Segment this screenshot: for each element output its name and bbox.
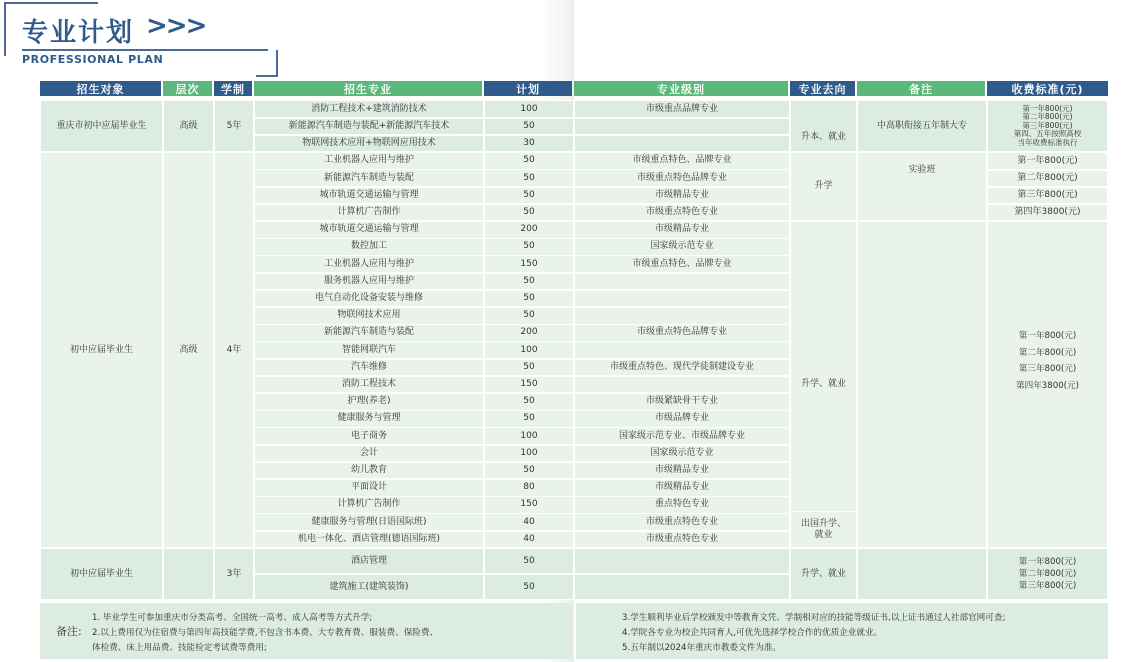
- fee-line: 第四年3800(元): [1016, 380, 1079, 391]
- group3-level: [163, 548, 214, 600]
- subgroupB-direction-intl: 出国升学、就业: [790, 511, 857, 548]
- table-row-major: 城市轨道交通运输与管理: [254, 221, 484, 239]
- table-row-plan: 100: [484, 427, 574, 445]
- table-row-major: 计算机广告制作: [254, 204, 484, 222]
- table-row-rank: 市级重点特色品牌专业: [574, 324, 790, 342]
- table-row-major: 消防工程技术: [254, 376, 484, 394]
- table-row-rank: 市级重点特色专业: [574, 204, 790, 222]
- table-row-major: 幼儿教育: [254, 462, 484, 480]
- subgroupB-direction: 升学、就业: [790, 221, 857, 518]
- notes-section: [40, 603, 1108, 659]
- table-row-rank: [574, 548, 790, 574]
- table-row-plan: 100: [484, 445, 574, 463]
- group1-duration: 5年: [214, 100, 254, 152]
- table-row-rank: 市级重点特色品牌专业: [574, 169, 790, 187]
- table-row-major: 物联网技术应用: [254, 307, 484, 325]
- table-row-major: 护理(养老): [254, 393, 484, 411]
- table-row-major: 智能网联汽车: [254, 341, 484, 359]
- table-row-plan: 200: [484, 221, 574, 239]
- table-row-plan: 50: [484, 290, 574, 308]
- table-row-rank: 国家级示范专业、市级品牌专业: [574, 427, 790, 445]
- header-rank: 专业级别: [574, 81, 788, 96]
- header-target: 招生对象: [40, 81, 161, 96]
- group3-fees: [987, 548, 1108, 600]
- fee-line: 第三年800(元): [1018, 581, 1077, 591]
- header-fee: 收费标准(元): [987, 81, 1108, 96]
- fee-line: 第三年800(元): [1018, 364, 1077, 374]
- table-row-rank: 市级重点特色、现代学徒制建设专业: [574, 359, 790, 377]
- note-line: 体检费、床上用品费、技能检定考试费等费用;: [92, 643, 267, 653]
- table-row-plan: 50: [484, 204, 574, 222]
- group3-remark: [857, 548, 987, 600]
- table-row-plan: 50: [484, 548, 574, 574]
- table-row-plan: 40: [484, 513, 574, 531]
- table-row-rank: [574, 376, 790, 394]
- table-row-rank: 市级紧缺骨干专业: [574, 393, 790, 411]
- table-row-plan: 150: [484, 255, 574, 273]
- table-row-rank: 市级重点特色、品牌专业: [574, 255, 790, 273]
- table-row-rank: [574, 118, 790, 135]
- group2-target: 初中应届毕业生: [40, 152, 163, 548]
- note-line: 1. 毕业学生可参加重庆市分类高考、全国统一高考、成人高考等方式升学;: [92, 613, 373, 623]
- note-line: 5.五年制以2024年重庆市教委文件为准。: [622, 643, 781, 653]
- group3-target: 初中应届毕业生: [40, 548, 163, 600]
- table-row-major: 汽车维修: [254, 359, 484, 377]
- table-row-rank: [574, 135, 790, 152]
- fee-line: 第四年3800(元): [987, 204, 1108, 221]
- table-row-plan: 50: [484, 393, 574, 411]
- table-row-major: 服务机器人应用与维护: [254, 273, 484, 291]
- table-row-major: 数控加工: [254, 238, 484, 256]
- fee-line: 第二年800(元): [987, 170, 1108, 187]
- header-direction: 专业去向: [790, 81, 855, 96]
- group1-target: 重庆市初中应届毕业生: [40, 100, 163, 152]
- header-major: 招生专业: [254, 81, 482, 96]
- notes-right-panel: [576, 603, 1108, 659]
- fee-line: 第一年800(元): [1018, 557, 1077, 567]
- table-row-major: 新能源汽车制造与装配+新能源汽车技术: [254, 118, 484, 135]
- group1-direction: 升本、就业: [790, 100, 857, 152]
- table-row-major: 新能源汽车制造与装配: [254, 324, 484, 342]
- table-row-plan: 150: [484, 376, 574, 394]
- fee-line: 第一年800(元): [987, 152, 1108, 170]
- table-row-rank: [574, 341, 790, 359]
- table-row-rank: [574, 574, 790, 600]
- header-level: 层次: [163, 81, 212, 96]
- table-row-rank: 国家级示范专业: [574, 238, 790, 256]
- header-duration: 学制: [214, 81, 252, 96]
- fee-line: 当年收费标准执行: [1017, 137, 1078, 147]
- fee-line: 第三年800(元): [987, 187, 1108, 204]
- table-row-major: 电子商务: [254, 427, 484, 445]
- title-divider: [22, 49, 268, 51]
- table-row-plan: 80: [484, 479, 574, 497]
- group2-level: 高级: [163, 152, 214, 548]
- table-row-rank: 市级精品专业: [574, 479, 790, 497]
- group1-remark: 中高职衔接五年制大专: [857, 100, 987, 152]
- table-row-major: 机电一体化、酒店管理(德语国际班): [254, 531, 484, 549]
- title-frame-corner-bottom-right: [256, 50, 278, 77]
- table-row-rank: 市级重点特色、品牌专业: [574, 152, 790, 170]
- table-row-plan: 50: [484, 574, 574, 600]
- table-row-major: 健康服务与管理: [254, 410, 484, 428]
- table-row-rank: 国家级示范专业: [574, 445, 790, 463]
- table-row-major: 电气自动化设备安装与维修: [254, 290, 484, 308]
- group2-duration: 4年: [214, 152, 254, 548]
- fee-line: 第四、五年按照高校: [1013, 129, 1082, 139]
- subgroupA-direction: 升学: [790, 152, 857, 221]
- page-title: 专业计划: [22, 18, 135, 48]
- subgroupB-fees: [987, 221, 1108, 548]
- table-row-rank: 市级精品专业: [574, 462, 790, 480]
- table-row-major: 新能源汽车制造与装配: [254, 169, 484, 187]
- table-row-major: 城市轨道交通运输与管理: [254, 187, 484, 205]
- table-row-plan: 50: [484, 359, 574, 377]
- table-row-rank: [574, 273, 790, 291]
- notes-left-panel: [40, 603, 572, 659]
- table-row-rank: 市级重点品牌专业: [574, 100, 790, 118]
- header-plan: 计划: [484, 81, 572, 96]
- table-row-major: 物联网技术应用+物联网应用技术: [254, 135, 484, 152]
- table-row-plan: 50: [484, 118, 574, 135]
- table-row-rank: 市级精品专业: [574, 221, 790, 239]
- page-subtitle: PROFESSIONAL PLAN: [22, 53, 164, 66]
- table-row-plan: 100: [484, 341, 574, 359]
- table-row-major: 工业机器人应用与维护: [254, 255, 484, 273]
- table-row-plan: 50: [484, 307, 574, 325]
- table-row-major: 工业机器人应用与维护: [254, 152, 484, 170]
- header-remark: 备注: [857, 81, 985, 96]
- table-row-major: 计算机广告制作: [254, 496, 484, 514]
- table-row-major: 建筑施工(建筑装饰): [254, 574, 484, 600]
- table-row-major: 健康服务与管理(日语国际班): [254, 513, 484, 531]
- table-row-plan: 30: [484, 135, 574, 152]
- table-row-plan: 50: [484, 462, 574, 480]
- group1-level: 高级: [163, 100, 214, 152]
- subgroupA-remark: 实验班: [857, 152, 987, 221]
- table-row-major: 会计: [254, 445, 484, 463]
- table-row-plan: 40: [484, 531, 574, 549]
- fee-line: 第一年800(元): [1018, 331, 1077, 341]
- group3-duration: 3年: [214, 548, 254, 600]
- note-line: 4.学院各专业为校企共同育人,可优先选择学校合作的优质企业就业。: [622, 628, 883, 638]
- table-row-plan: 50: [484, 273, 574, 291]
- table-row-plan: 50: [484, 187, 574, 205]
- table-row-rank: 市级重点特色专业: [574, 531, 790, 549]
- table-row-major: 平面设计: [254, 479, 484, 497]
- table-row-plan: 200: [484, 324, 574, 342]
- fee-line: 第二年800(元): [1018, 569, 1077, 579]
- table-row-plan: 50: [484, 152, 574, 170]
- note-line: 3.学生顺利毕业后学校颁发中等教育文凭、学制相对应的技能等级证书,以上证书通过人社部官网可查;: [622, 613, 1006, 623]
- note-line: 2.以上费用仅为住宿费与第四年高技能学费,不包含书本费、大专教育费、服装费、保险费、: [92, 628, 439, 638]
- fee-line: 第二年800(元): [1022, 112, 1073, 122]
- table-row-rank: [574, 307, 790, 325]
- subgroupB-remark: [857, 221, 987, 548]
- table-row-rank: 市级品牌专业: [574, 410, 790, 428]
- group3-direction: 升学、就业: [790, 548, 857, 600]
- table-row-rank: [574, 290, 790, 308]
- table-row-plan: 50: [484, 238, 574, 256]
- table-row-plan: 150: [484, 496, 574, 514]
- chevrons-right-icon: >>>: [146, 11, 206, 41]
- table-row-rank: 重点特色专业: [574, 496, 790, 514]
- table-row-major: 酒店管理: [254, 548, 484, 574]
- fee-line: 第二年800(元): [1018, 347, 1077, 358]
- fee-line: 第一年800(元): [1022, 103, 1073, 113]
- table-row-plan: 50: [484, 410, 574, 428]
- table-row-plan: 100: [484, 100, 574, 118]
- fee-line: 第三年800(元): [1022, 120, 1073, 130]
- table-row-plan: 50: [484, 169, 574, 187]
- notes-label: 备注:: [56, 625, 82, 638]
- table-row-major: 消防工程技术+建筑消防技术: [254, 100, 484, 118]
- table-row-rank: 市级精品专业: [574, 187, 790, 205]
- group1-fees: [987, 100, 1108, 152]
- table-row-rank: 市级重点特色专业: [574, 513, 790, 531]
